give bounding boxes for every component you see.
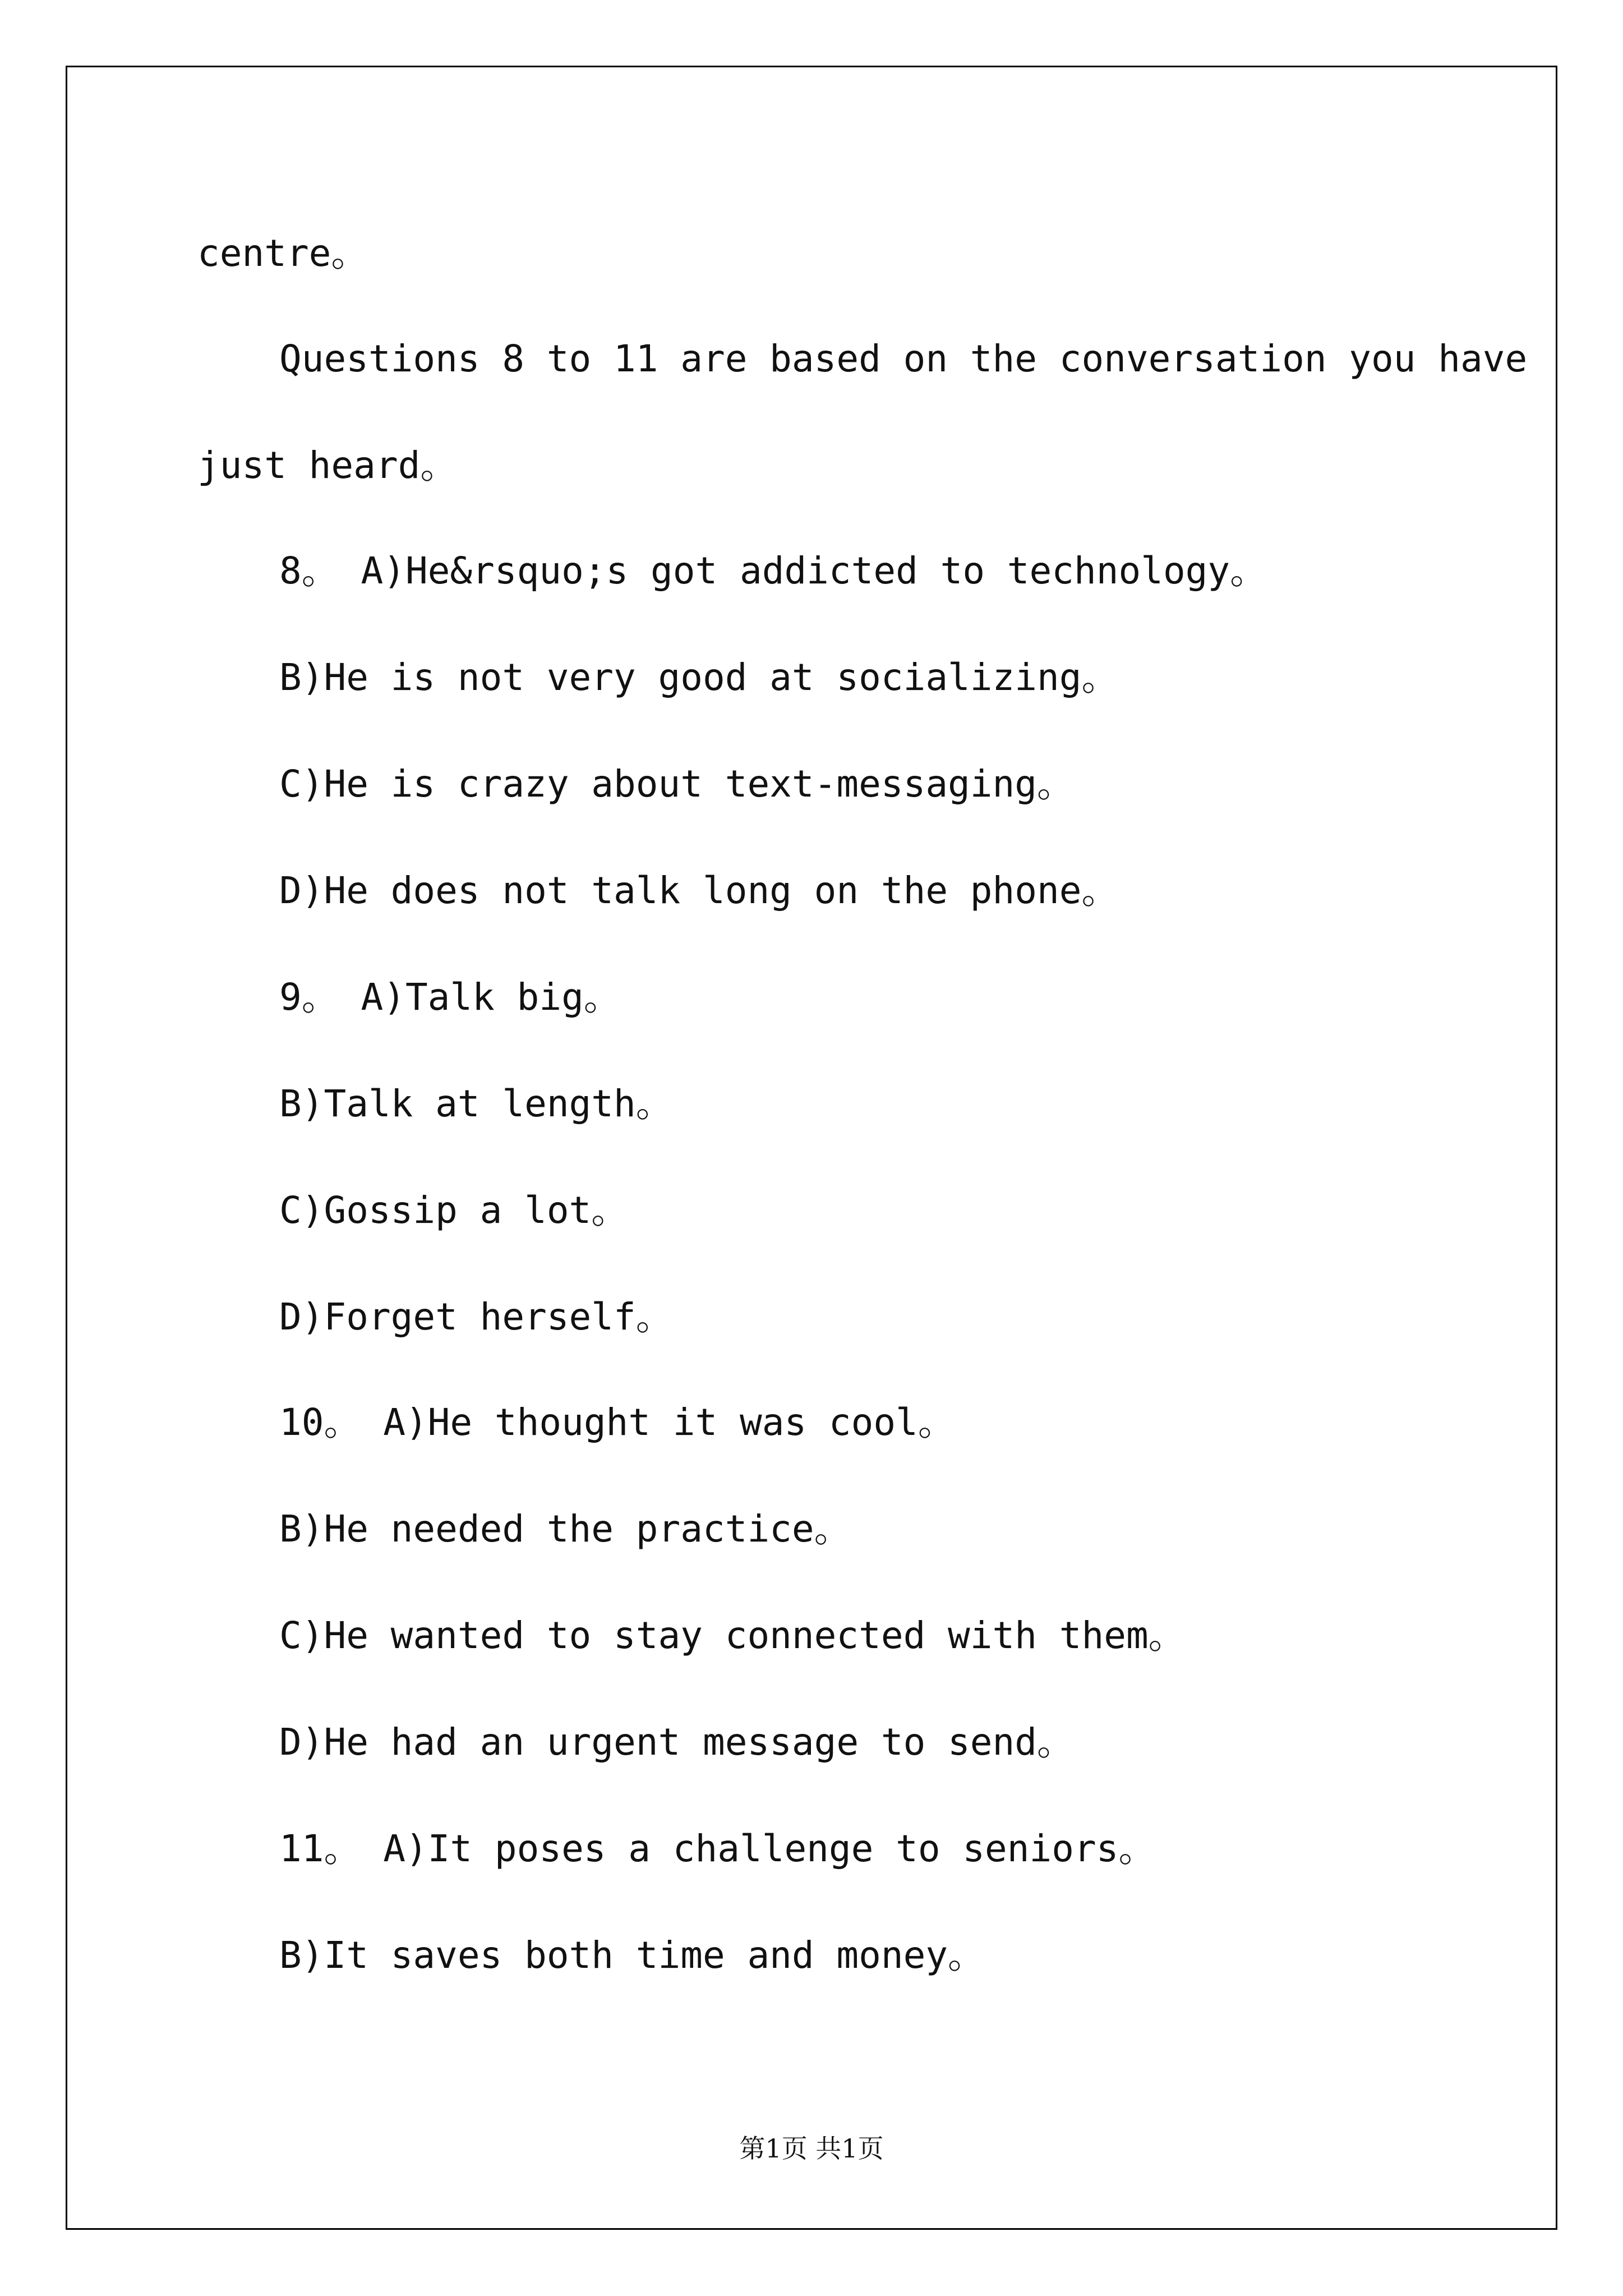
question-10-option-c: C)He wanted to stay connected with them。: [279, 1614, 1186, 1657]
text-line: Questions 8 to 11 are based on the conversation you have: [279, 337, 1528, 380]
question-10-option-d: D)He had an urgent message to send。: [279, 1720, 1075, 1764]
question-8-option-c: C)He is crazy about text-messaging。: [279, 762, 1075, 806]
page-border: [66, 66, 1557, 2230]
question-8-option-d: D)He does not talk long on the phone。: [279, 869, 1119, 912]
question-9-option-d: D)Forget herself。: [279, 1295, 673, 1338]
question-9-option-c: C)Gossip a lot。: [279, 1189, 629, 1232]
question-11-option-b: B)It saves both time and money。: [279, 1934, 985, 1977]
question-9-option-b: B)Talk at length。: [279, 1082, 673, 1125]
question-8-option-b: B)He is not very good at socializing。: [279, 656, 1119, 699]
question-10-option-a: 10。 A)He thought it was cool。: [279, 1401, 955, 1444]
text-line: centre。: [197, 232, 368, 275]
question-9-option-a: 9。 A)Talk big。: [279, 976, 621, 1019]
question-11-option-a: 11。 A)It poses a challenge to seniors。: [279, 1827, 1156, 1870]
page-footer: 第1页 共1页: [739, 2133, 884, 2164]
question-10-option-b: B)He needed the practice。: [279, 1507, 851, 1550]
text-line: just heard。: [197, 444, 458, 487]
question-8-option-a: 8。 A)He&rsquo;s got addicted to technology。: [279, 549, 1267, 592]
